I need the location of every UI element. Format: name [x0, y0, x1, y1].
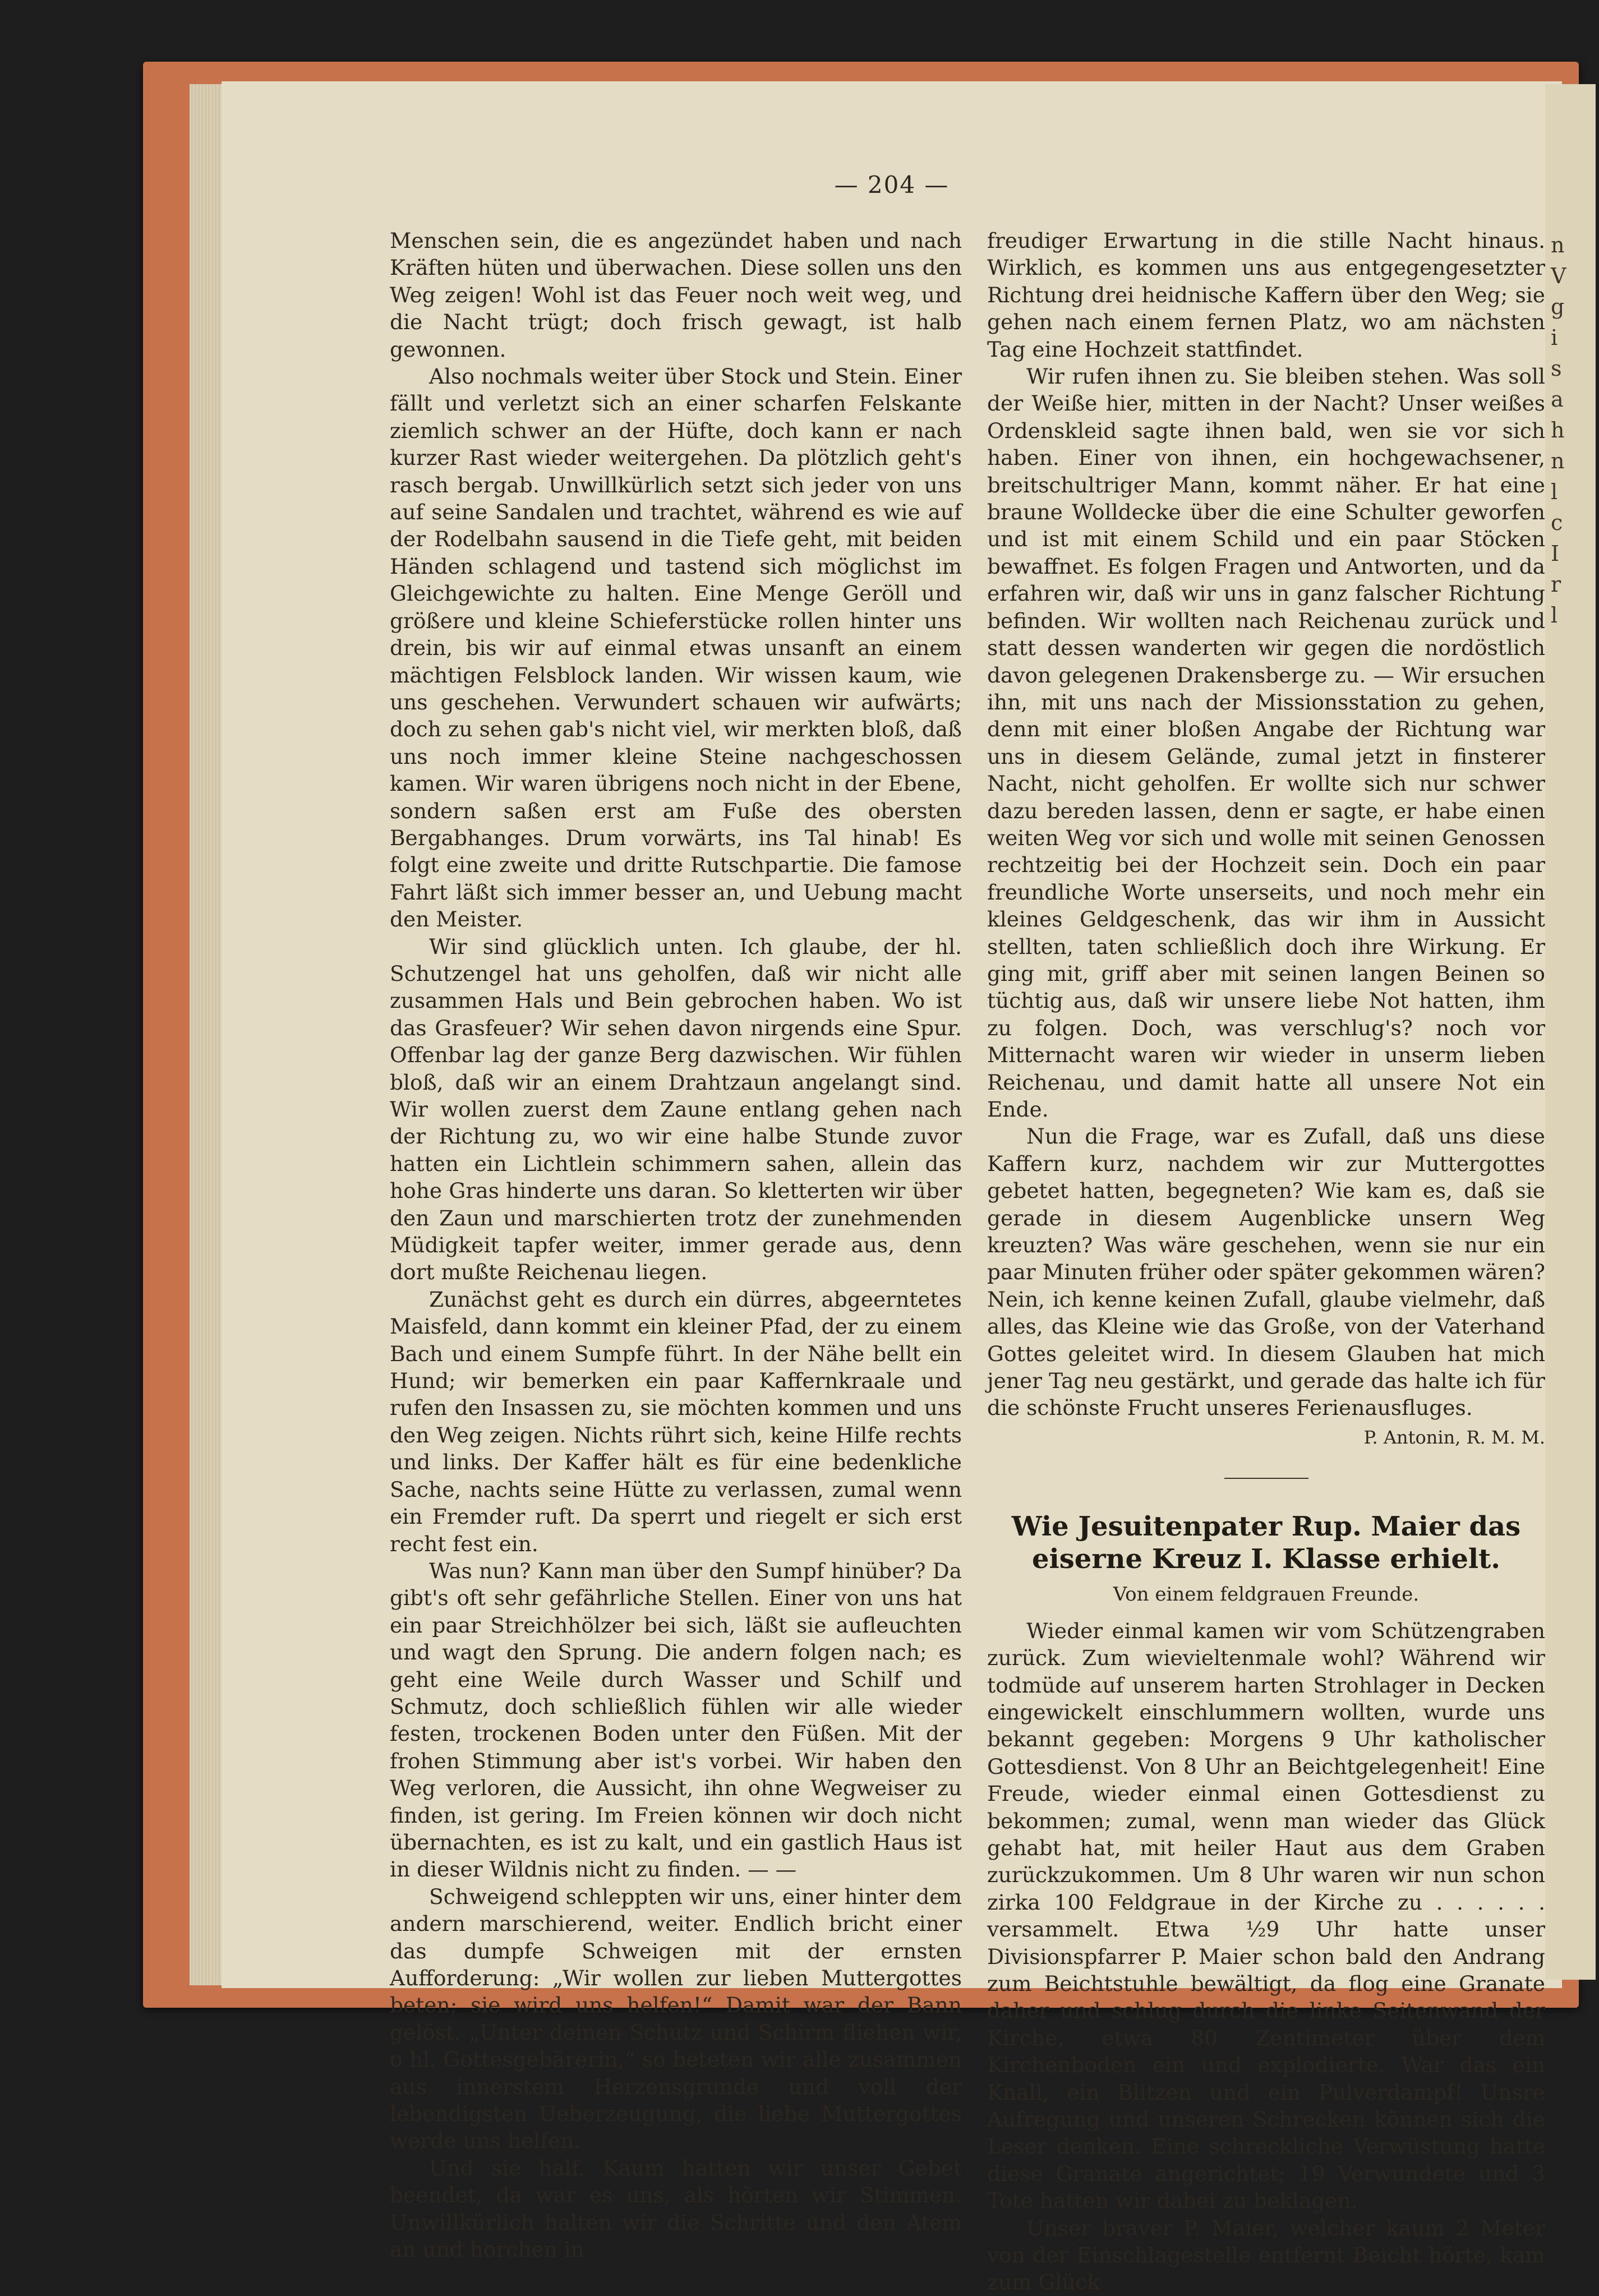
article-subheading: Von einem feldgrauen Freunde.	[1113, 1583, 1420, 1606]
text-fragment: l	[1551, 480, 1558, 504]
paragraph: Zunächst geht es durch ein dürres, abgeerntetes Maisfeld, dann kommt ein kleiner Pfad, der zu einem Bach und einem Sumpfe führt. In der Nähe bellt ein Hund; wir bemerken ein paar Kaffernkraale und rufen den Insassen zu, sie möchten kommen und uns den Weg zeigen. Nichts rührt sich, keine Hilfe rechts und links. Der Kaffer hält es für eine bedenkliche Sache, nachts seine Hütte zu verlassen, zumal wenn ein Fremder ruft. Da sperrt und riegelt er sich erst recht fest ein.	[390, 1287, 962, 1556]
text-fragment: r	[1551, 572, 1561, 597]
text-fragment: V	[1551, 264, 1566, 288]
article-heading: Wie Jesuitenpater Rup. Maier das eiserne Kreuz I. Klasse erhielt.	[1011, 1511, 1521, 1575]
paragraph: Wieder einmal kamen wir vom Schützengraben zurück. Zum wievieltenmale wohl? Während wir todmüde auf unserem harten Strohlager in Decken eingewickelt einschlummern wollten, wurde uns bekannt gegeben: Morgens 9 Uhr katholischer Gottesdienst. Von 8 Uhr an Beichtgelegenheit! Eine Freude, wieder einmal einen Gottesdienst zu bekommen; zumal, wenn man wieder das Glück gehabt hat, mit heiler Haut aus dem Graben zurückzukommen. Um 8 Uhr waren wir nun schon zirka 100 Feldgraue in der Kirche zu . . . . . . versammelt. Etwa ½9 Uhr hatte unser Divisionspfarrer P. Maier schon bald den Andrang zum Beichtstuhle bewältigt, da flog eine Granate daher und schlug durch die linke Seitenwand der Kirche, etwa 80 Zentimeter über dem Kirchenboden ein und explodierte. War das ein Knall, ein Blitzen und ein Pulverdampf! Unsre Aufregung und unseren Schrecken können sich die Leser denken. Eine schreckliche Verwüstung hatte diese Granate angerichtet; 19 Verwundete und 3 Tote hatten wir dabei zu beklagen.	[987, 1618, 1545, 2214]
text-fragment: g	[1551, 294, 1565, 319]
right-column	[987, 227, 1545, 2296]
page-number: — 204 —	[834, 171, 950, 199]
text-fragment: s	[1551, 356, 1562, 381]
paragraph: Und sie half. Kaum hatten wir unser Gebet beendet, da war es uns, als hörten wir Stimmen. Unwillkürlich halten wir die Schritte und den Atem an und horchen in	[390, 2155, 962, 2262]
paragraph: Was nun? Kann man über den Sumpf hinüber? Da gibt's oft sehr gefährliche Stellen. Einer von uns hat ein paar Streichhölzer bei sich, läßt sie aufleuchten und wagt den Sprung. Die andern folgen nach; es geht eine Weile durch Wasser und Schilf und Schmutz, doch schließlich fühlen wir alle wieder festen, trockenen Boden unter den Füßen. Mit der frohen Stimmung aber ist's vorbei. Wir haben den Weg verloren, die Aussicht, ihn ohne Wegweiser zu finden, ist gering. Im Freien können wir doch nicht übernachten, es ist zu kalt, und ein gastlich Haus ist in dieser Wildnis nicht zu finden. — —	[390, 1558, 962, 1882]
text-fragment: l	[1551, 603, 1558, 628]
text-fragment: a	[1551, 387, 1564, 412]
paragraph: Unser braver P. Maier, welcher kaum 2 Meter von der Einschlagestelle entfernt Beicht hörte, kam zum Glück	[987, 2215, 1545, 2295]
left-column	[390, 227, 962, 2263]
page-edges	[190, 84, 223, 1985]
author-signature: P. Antonin, R. M. M.	[1363, 1426, 1545, 1448]
book-page	[222, 81, 1565, 2295]
text-fragment: I	[1551, 541, 1560, 566]
paragraph: Menschen sein, die es angezündet haben und nach Kräften hüten und überwachen. Diese sollen uns den Weg zeigen! Wohl ist das Feuer noch weit weg, und die Nacht trügt; doch frisch gewagt, ist halb gewonnen.	[390, 228, 962, 362]
text-fragment: i	[1551, 325, 1558, 350]
text-fragment: n	[1551, 449, 1565, 473]
paragraph: Wir rufen ihnen zu. Sie bleiben stehen. Was soll der Weiße hier, mitten in der Nacht? Unser weißes Ordenskleid sagte ihnen bald, wen sie vor sich haben. Einer von ihnen, ein hochgewachsener, breitschultriger Mann, kommt näher. Er hat eine braune Wolldecke über die eine Schulter geworfen und ist mit einem Schild und ein paar Stöcken bewaffnet. Es folgen Fragen und Antworten, und da erfahren wir, daß wir uns in ganz falscher Richtung befinden. Wir wollten nach Reichenau zurück und statt dessen wanderten wir gegen die nordöstlich davon gelegenen Drakensberge zu. — Wir ersuchen ihn, mit uns nach der Missionsstation zu gehen, denn mit einer bloßen Angabe der Richtung war uns in diesem Gelände, zumal jetzt in finsterer Nacht, nicht geholfen. Er wollte sich nur schwer dazu bereden lassen, denn er sagte, er habe einen weiten Weg vor sich und wolle mit seinen Genossen rechtzeitig bei der Hochzeit sein. Doch ein paar freundliche Worte unserseits, und noch mehr ein kleines Geldgeschenk, das wir ihm in Aussicht stellten, taten schließlich doch ihre Wirkung. Er ging mit, griff aber mit seinen langen Beinen so tüchtig aus, daß wir unsere liebe Not hatten, ihm zu folgen. Doch, was verschlug's? noch vor Mitternacht waren wir wieder in unserm lieben Reichenau, und damit hatte all unsere Not ein Ende.	[987, 364, 1545, 1122]
paragraph: Schweigend schleppten wir uns, einer hinter dem andern marschierend, weiter. Endlich bricht einer das dumpfe Schweigen mit der ernsten Aufforderung: „Wir wollen zur lieben Muttergottes beten; sie wird uns helfen!“ Damit war der Bann gelöst. „Unter deinen Schutz und Schirm fliehen wir, o hl. Gottesgebärerin,“ so beteten wir alle zusammen aus innerstem Herzensgrunde und voll der lebendigsten Ueberzeugung, die liebe Muttergottes werde uns helfen.	[390, 1884, 962, 2154]
paragraph: freudiger Erwartung in die stille Nacht hinaus. Wirklich, es kommen uns aus entgegengesetzter Richtung drei heidnische Kaffern über den Weg; sie gehen nach einem fernen Platz, wo am nächsten Tag eine Hochzeit stattfindet.	[987, 228, 1545, 362]
text-fragment: h	[1551, 418, 1565, 442]
text-fragment: n	[1551, 233, 1565, 257]
paragraph: Also nochmals weiter über Stock und Stein. Einer fällt und verletzt sich an einer scharfen Felskante ziemlich schwer an der Hüfte, doch kann er nach kurzer Rast wieder weitergehen. Da plötzlich geht's rasch bergab. Unwillkürlich setzt sich jeder von uns auf seine Sandalen und trachtet, während es wie auf der Rodelbahn sausend in die Tiefe geht, mit beiden Händen schlagend und tastend sich möglichst im Gleichgewichte zu halten. Eine Menge Geröll und größere und kleine Schieferstücke rollen hinter uns drein, bis wir auf einmal etwas unsanft an einem mächtigen Felsblock landen. Wir wissen kaum, wie uns geschehen. Verwundert schauen wir aufwärts; doch zu sehen gab's nicht viel, wir merkten bloß, daß uns noch immer kleine Steine nachgeschossen kamen. Wir waren übrigens noch nicht in der Ebene, sondern saßen erst am Fuße des obersten Bergabhanges. Drum vorwärts, ins Tal hinab! Es folgt eine zweite und dritte Rutschpartie. Die famose Fahrt läßt sich immer besser an, und Uebung macht den Meister.	[390, 364, 962, 932]
text-fragment: c	[1551, 510, 1563, 535]
paragraph: Wir sind glücklich unten. Ich glaube, der hl. Schutzengel hat uns geholfen, daß wir nicht alle zusammen Hals und Bein gebrochen haben. Wo ist das Grasfeuer? Wir sehen davon nirgends eine Spur. Offenbar lag der ganze Berg dazwischen. Wir fühlen bloß, daß wir an einem Drahtzaun angelangt sind. Wir wollen zuerst dem Zaune entlang gehen nach der Richtung zu, wo wir eine halbe Stunde zuvor hatten ein Lichtlein schimmern sahen, allein das hohe Gras hinderte uns daran. So kletterten wir über den Zaun und marschierten trotz der zunehmenden Müdigkeit tapfer weiter, immer gerade aus, denn dort mußte Reichenau liegen.	[390, 934, 962, 1285]
paragraph: Nun die Frage, war es Zufall, daß uns diese Kaffern kurz, nachdem wir zur Muttergottes gebetet hatten, begegneten? Wie kam es, daß sie gerade in diesem Augenblicke unsern Weg kreuzten? Was wäre geschehen, wenn sie nur ein paar Minuten früher oder später gekommen wären? Nein, ich kenne keinen Zufall, glaube vielmehr, daß alles, das Kleine wie das Große, von der Vaterhand Gottes geleitet wird. In diesem Glauben hat mich jener Tag neu gestärkt, und gerade das halte ich für die schönste Frucht unseres Ferienausfluges.	[987, 1124, 1545, 1421]
section-divider	[1224, 1478, 1308, 1479]
adjacent-page-edge	[1545, 84, 1596, 1980]
